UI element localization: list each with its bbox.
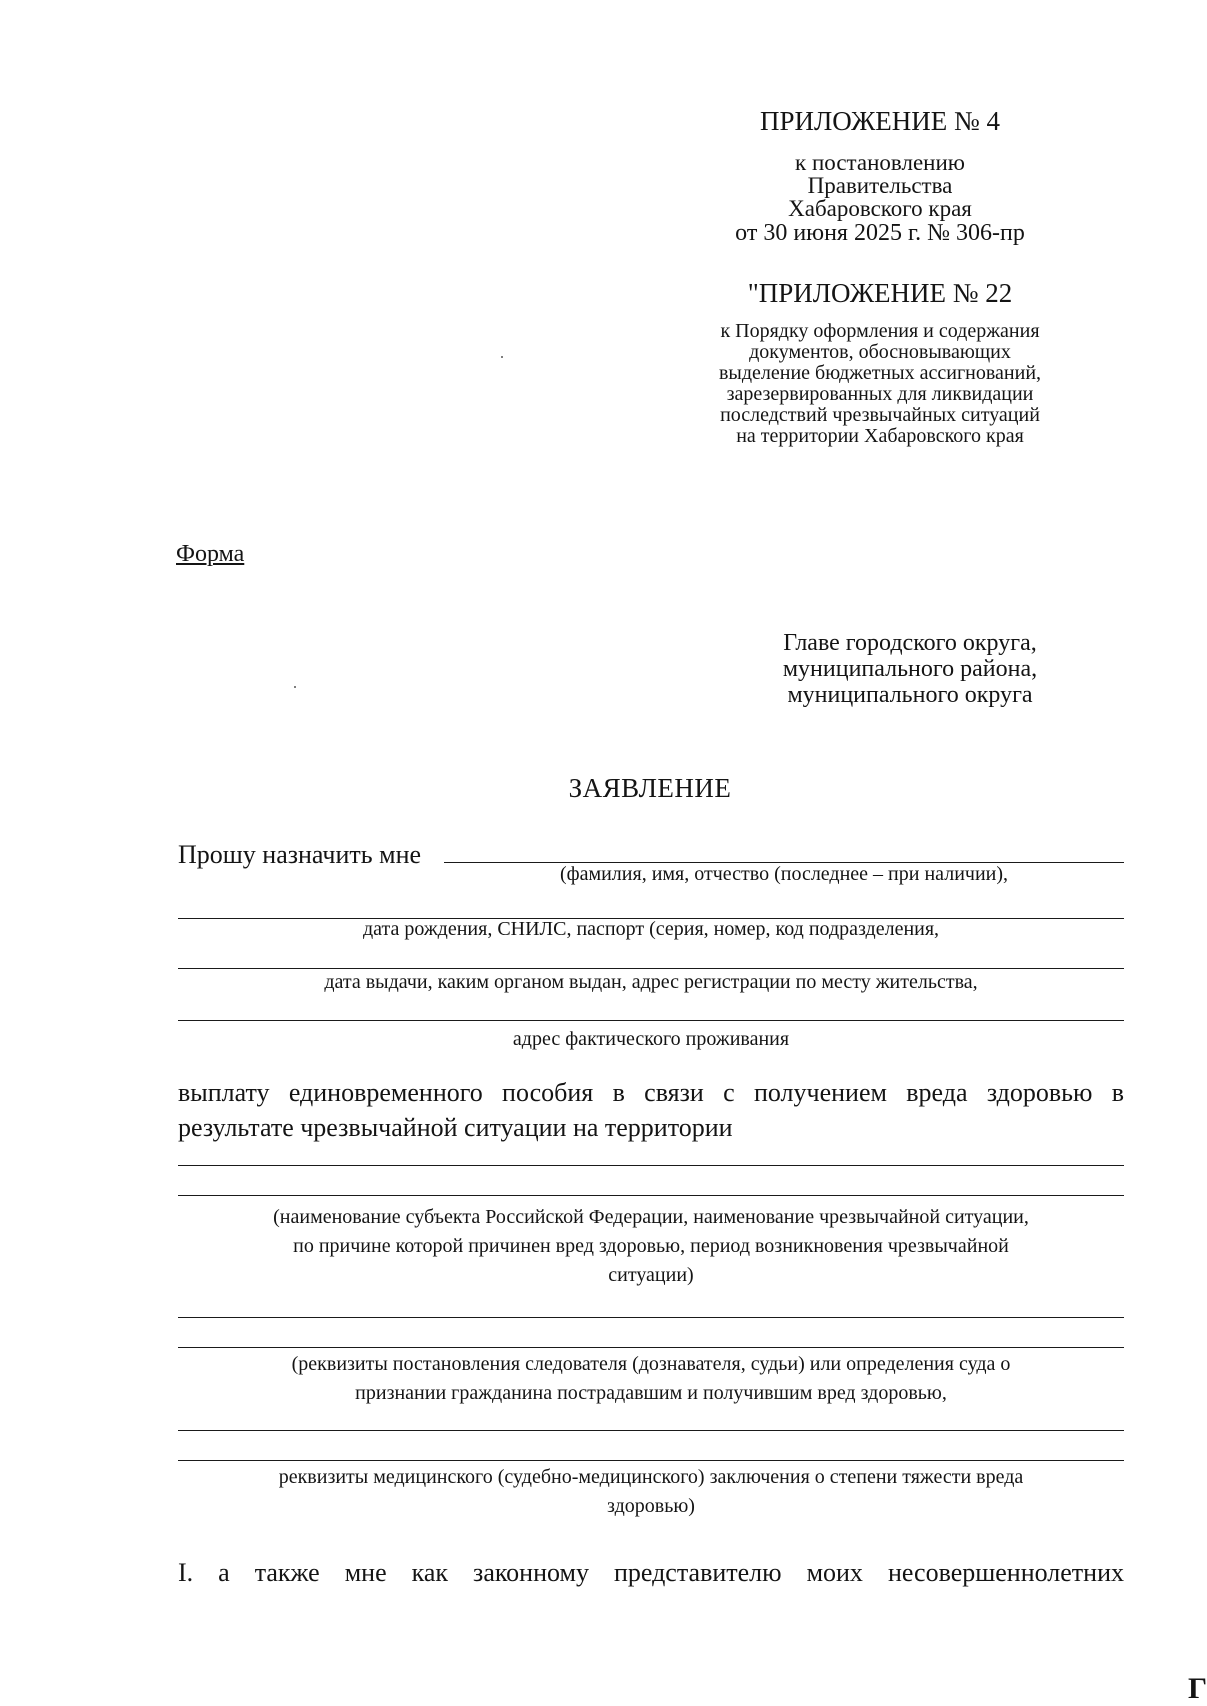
addressee [745,630,1075,708]
request-lead: Прошу назначить мне [178,840,422,869]
addressee-line: муниципального округа [787,682,1033,708]
payment-line-1: выплату единовременного пособия в связи с получением вреда здоровью в [178,1078,1124,1107]
hint-subject-line: по причине которой причинен вред здоровью, период возникновения чрезвычайной [293,1235,1009,1257]
appendix-title: ПРИЛОЖЕНИЕ № 4 [759,106,1001,136]
resolution-reference [700,151,1060,220]
resolution-line: к постановлению [795,150,965,175]
payment-line-2: результате чрезвычайной ситуации на территории [178,1113,733,1142]
decision-fill-line-1 [178,1317,1124,1318]
appendix22-line: выделение бюджетных ассигнований, [718,362,1042,384]
hint-decision-line: (реквизиты постановления следователя (дознавателя, судьи) или определения суда о [291,1353,1011,1375]
actual-address-fill-line [178,1020,1124,1021]
hint-fio: (фамилия, имя, отчество (последнее – при наличии), [559,863,1009,885]
subject-fill-line [178,1195,1124,1196]
margin-mark: Г [1188,1672,1207,1705]
hint-medical-line: здоровью) [607,1495,695,1517]
resolution-line: Хабаровского края [788,196,972,221]
medical-fill-line-1 [178,1430,1124,1431]
addressee-line: Главе городского округа, [783,630,1037,656]
hint-issue: дата выдачи, каким органом выдан, адрес регистрации по месту жительства, [324,971,978,993]
hint-subject-line: (наименование субъекта Российской Федерации, наименование чрезвычайной ситуации, [273,1206,1029,1228]
hint-medical [178,1463,1124,1521]
appendix22-title: "ПРИЛОЖЕНИЕ № 22 [747,278,1013,308]
scan-speck [501,356,503,358]
resolution-date: от 30 июня 2025 г. № 306-пр [735,220,1025,246]
hint-medical-line: реквизиты медицинского (судебно-медицинского) заключения о степени тяжести вреда [278,1466,1024,1488]
appendix22-line: на территории Хабаровского края [736,425,1024,447]
hint-subject [178,1203,1124,1290]
document-title: ЗАЯВЛЕНИЕ [568,773,732,803]
appendix22-reference [700,321,1060,447]
form-label: Форма [176,541,245,567]
territory-fill-line [178,1165,1124,1166]
resolution-line: Правительства [807,173,953,198]
section-one-text: I. а также мне как законному представителю моих несовершеннолетних [178,1558,1124,1587]
appendix22-line: документов, обосновывающих [749,341,1011,363]
scan-speck [294,686,296,688]
appendix22-line: последствий чрезвычайных ситуаций [720,404,1040,426]
decision-fill-line-2 [178,1347,1124,1348]
appendix22-line: зарезервированных для ликвидации [726,383,1034,405]
hint-decision [178,1350,1124,1408]
hint-actual-address: адрес фактического проживания [512,1028,790,1050]
hint-decision-line: признании гражданина пострадавшим и получившим вред здоровью, [355,1382,947,1404]
medical-fill-line-2 [178,1460,1124,1461]
hint-subject-line: ситуации) [608,1264,694,1286]
hint-birth: дата рождения, СНИЛС, паспорт (серия, номер, код подразделения, [362,918,940,940]
appendix22-line: к Порядку оформления и содержания [720,320,1040,342]
addressee-line: муниципального района, [782,656,1038,682]
